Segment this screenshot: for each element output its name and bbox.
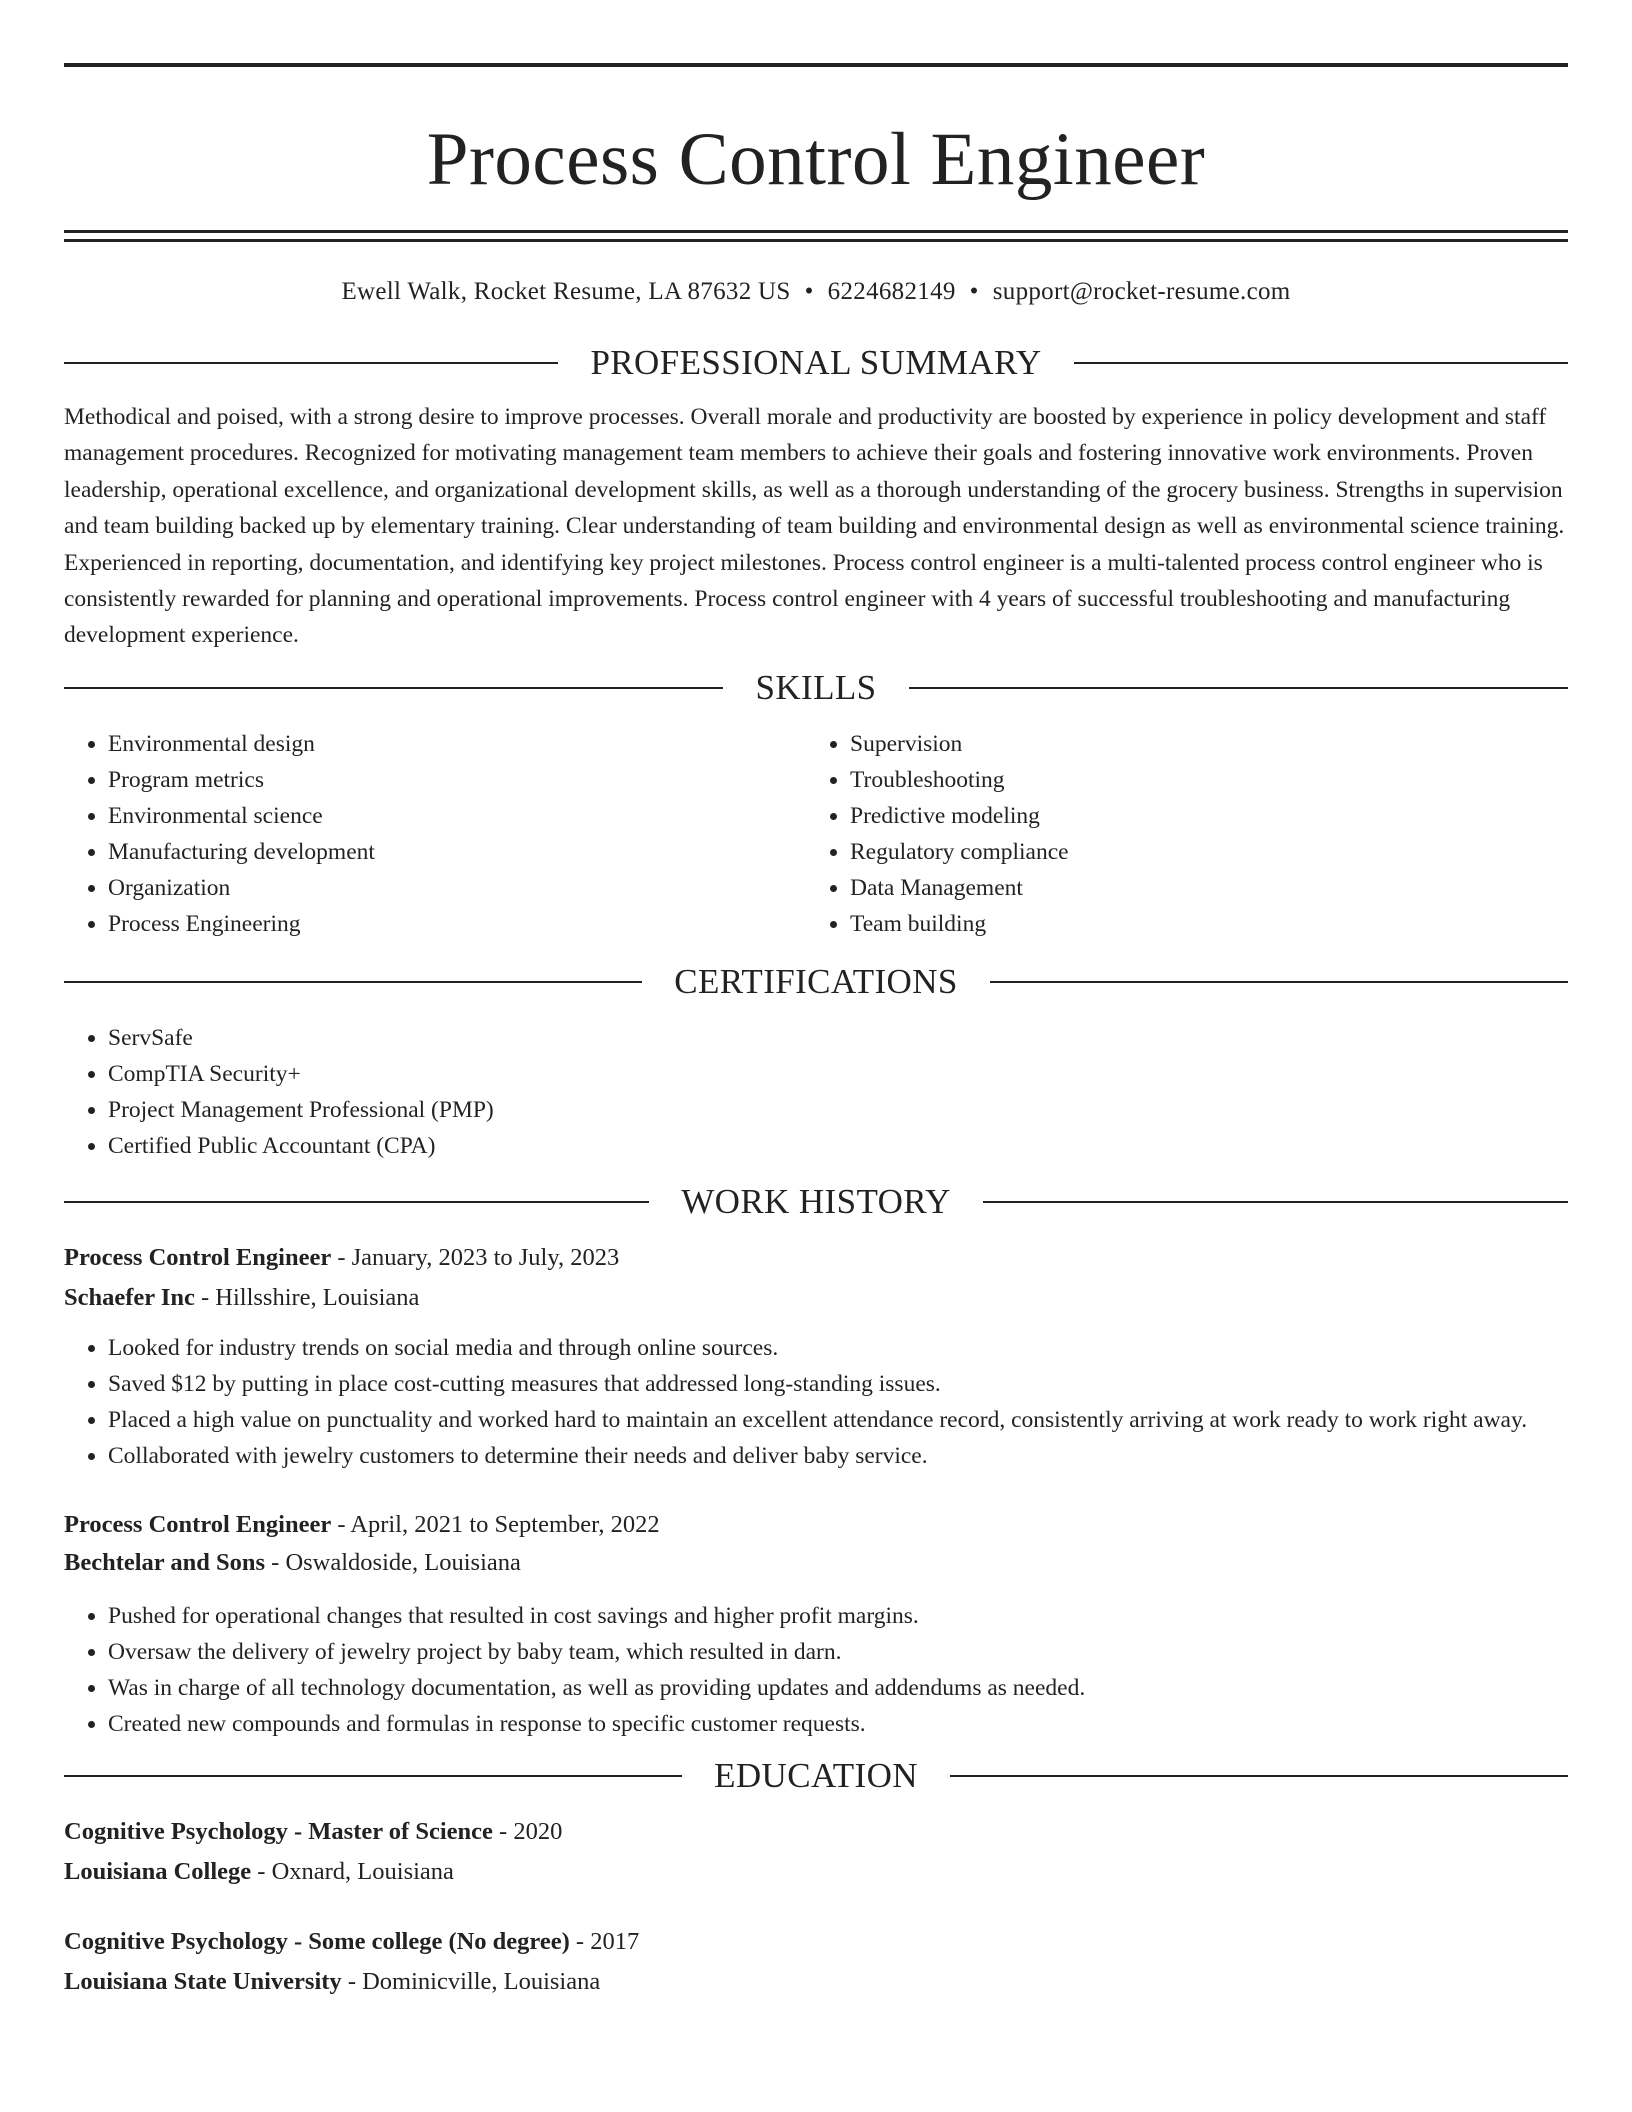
section-rule-right (983, 1201, 1568, 1203)
page-title: Process Control Engineer (426, 118, 1206, 201)
contact-phone: 6224682149 (827, 278, 956, 305)
section-rule-left (64, 1201, 649, 1203)
job-location: - Hillsshire, Louisiana (194, 1283, 420, 1311)
top-rule (64, 63, 1568, 67)
section-header-education (64, 1754, 1568, 1798)
skill-item: • Manufacturing development (108, 834, 806, 870)
education-location: - Dominicville, Louisiana (341, 1967, 601, 1995)
education-degree: Cognitive Psychology - Master of Science (64, 1817, 493, 1845)
job-title-line (64, 1506, 1568, 1544)
section-rule-left (64, 1775, 682, 1777)
contact-separator: • (969, 278, 979, 305)
certifications-list (64, 1020, 1568, 1164)
skills-list-left (64, 726, 806, 942)
section-rule-right (1074, 362, 1568, 364)
job-role: Process Control Engineer (64, 1243, 332, 1271)
certification-item: • Certified Public Accountant (CPA) (108, 1128, 1568, 1164)
job-bullet: • Pushed for operational changes that resulted in cost savings and higher profit margins. (108, 1598, 1568, 1634)
section-rule-left (64, 687, 723, 689)
job-dates: - January, 2023 to July, 2023 (331, 1243, 620, 1271)
education-year: - 2017 (569, 1927, 640, 1955)
skill-item: • Predictive modeling (850, 798, 1548, 834)
job-company: Schaefer Inc (64, 1283, 195, 1311)
job-location: - Oswaldoside, Louisiana (265, 1548, 521, 1576)
section-title-certifications: CERTIFICATIONS (674, 961, 958, 1001)
resume-page (64, 0, 1568, 2002)
certification-item: • CompTIA Security+ (108, 1056, 1568, 1092)
section-title-summary: PROFESSIONAL SUMMARY (590, 343, 1042, 382)
education-school-line (64, 1962, 1568, 2002)
skill-item: • Team building (850, 906, 1548, 942)
job-bullet: • Placed a high value on punctuality and worked hard to maintain an excellent attendance record, consistently arriving at work ready to work right away. (108, 1402, 1568, 1438)
contact-address: Ewell Walk, Rocket Resume, LA 87632 US (341, 278, 791, 305)
job-dates: - April, 2021 to September, 2022 (331, 1510, 660, 1538)
job-bullet: • Created new compounds and formulas in response to specific customer requests. (108, 1706, 1568, 1742)
skill-item: • Program metrics (108, 762, 806, 798)
education-year: - 2020 (492, 1817, 563, 1845)
section-title-education: EDUCATION (714, 1755, 918, 1795)
contact-line (64, 277, 1568, 307)
certification-item: • Project Management Professional (PMP) (108, 1092, 1568, 1128)
job-bullets (64, 1330, 1568, 1474)
education-location: - Oxnard, Louisiana (251, 1857, 454, 1885)
job-role: Process Control Engineer (64, 1510, 332, 1538)
skill-item: • Process Engineering (108, 906, 806, 942)
job-bullet: • Was in charge of all technology documentation, as well as providing updates and addendums as needed. (108, 1670, 1568, 1706)
job-bullet: • Collaborated with jewelry customers to determine their needs and deliver baby service. (108, 1438, 1568, 1474)
skill-item: • Supervision (850, 726, 1548, 762)
job-bullets (64, 1598, 1568, 1742)
section-rule-right (950, 1775, 1568, 1777)
job-title-line (64, 1238, 1568, 1278)
section-rule-right (990, 981, 1568, 983)
skill-item: • Environmental science (108, 798, 806, 834)
summary-paragraph: Methodical and poised, with a strong desire to improve processes. Overall morale and productivity are boosted by experience in policy development and staff management procedures. Recognized for motivating management team members to achieve their goals and fostering innovative work environments. Proven leadership, operational excellence, and organizational development skills, as well as a thorough understanding of the grocery business. Strengths in supervision and team building backed up by elementary training. Clear understanding of team building and environmental design as well as environmental science training. Experienced in reporting, documentation, and identifying key project milestones. Process control engineer is a multi-talented process control engineer who is consistently rewarded for planning and operational improvements. Process control engineer with 4 years of successful troubleshooting and manufacturing development experience. (64, 404, 1565, 649)
job-company: Bechtelar and Sons (64, 1548, 266, 1576)
skills-list-right (806, 726, 1548, 942)
certification-item: • ServSafe (108, 1020, 1568, 1056)
job-bullet: • Looked for industry trends on social media and through online sources. (108, 1330, 1568, 1366)
section-header-summary (64, 341, 1568, 385)
education-school: Louisiana State University (64, 1967, 342, 1995)
section-rule-left (64, 981, 642, 983)
section-rule-left (64, 362, 558, 364)
job-company-line (64, 1278, 1568, 1318)
education-degree: Cognitive Psychology - Some college (No degree) (64, 1927, 570, 1955)
section-header-skills (64, 666, 1568, 710)
job-bullet: • Saved $12 by putting in place cost-cutting measures that addressed long-standing issues. (108, 1366, 1568, 1402)
section-header-certifications (64, 960, 1568, 1004)
job-entry (64, 1238, 1568, 1474)
skill-item: • Environmental design (108, 726, 806, 762)
section-title-work: WORK HISTORY (681, 1181, 951, 1221)
education-school: Louisiana College (64, 1857, 252, 1885)
skill-item: • Data Management (850, 870, 1548, 906)
job-entry (64, 1506, 1568, 1742)
contact-email: support@rocket-resume.com (992, 278, 1291, 305)
education-entry (64, 1812, 1568, 1892)
education-entry (64, 1922, 1568, 2002)
skill-item: • Troubleshooting (850, 762, 1548, 798)
skill-item: • Organization (108, 870, 806, 906)
contact-separator: • (804, 278, 814, 305)
education-degree-line (64, 1922, 1568, 1962)
education-degree-line (64, 1812, 1568, 1852)
title-double-rule (64, 230, 1568, 242)
skills-columns (64, 726, 1568, 942)
section-title-skills: SKILLS (755, 667, 877, 707)
job-company-line (64, 1544, 1568, 1582)
section-rule-right (909, 687, 1568, 689)
skill-item: • Regulatory compliance (850, 834, 1548, 870)
job-bullet: • Oversaw the delivery of jewelry project by baby team, which resulted in darn. (108, 1634, 1568, 1670)
education-school-line (64, 1852, 1568, 1892)
section-header-work (64, 1180, 1568, 1224)
